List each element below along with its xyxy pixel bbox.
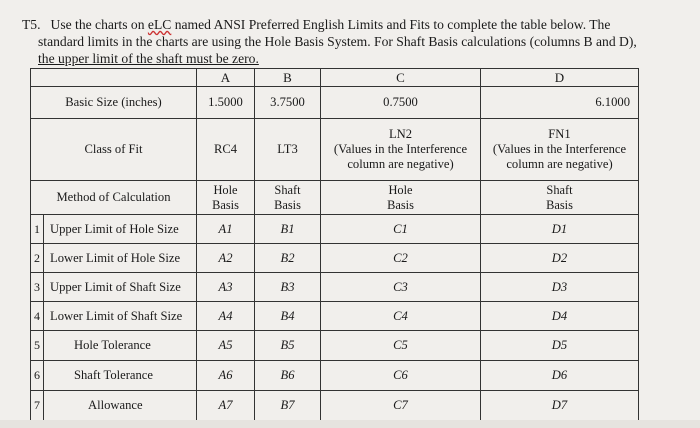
method-c <box>321 181 481 215</box>
answer-cell[interactable]: D6 <box>481 361 639 391</box>
problem-statement <box>22 16 688 67</box>
answer-cell[interactable]: A5 <box>197 331 255 361</box>
answer-cell[interactable]: B2 <box>255 244 321 273</box>
method-b <box>255 181 321 215</box>
prompt-line-3: the upper limit of the shaft must be zero. <box>38 51 259 66</box>
column-header-a: A <box>197 69 255 87</box>
answer-cell[interactable]: A1 <box>197 215 255 244</box>
answer-cell[interactable]: A4 <box>197 302 255 331</box>
basic-size-b: 3.7500 <box>255 87 321 119</box>
answer-cell[interactable]: A7 <box>197 391 255 421</box>
class-of-fit-b: LT3 <box>255 119 321 181</box>
answer-cell[interactable]: B3 <box>255 273 321 302</box>
class-of-fit-d <box>481 119 639 181</box>
answer-cell[interactable]: D4 <box>481 302 639 331</box>
row-number: 3 <box>31 273 44 302</box>
answer-cell[interactable]: D5 <box>481 331 639 361</box>
answer-cell[interactable]: A2 <box>197 244 255 273</box>
fit-note-c-2 <box>324 157 477 172</box>
table-row <box>31 391 639 421</box>
method-row <box>31 181 639 215</box>
method-word: Shaft <box>546 182 573 197</box>
fit-class-d: FN1 <box>548 127 571 141</box>
header-blank <box>31 69 197 87</box>
answer-cell[interactable]: C5 <box>321 331 481 361</box>
basic-size-label: Basic Size (inches) <box>31 87 197 119</box>
table-row <box>31 273 639 302</box>
answer-cell[interactable]: B1 <box>255 215 321 244</box>
row-label: Upper Limit of Hole Size <box>44 215 197 244</box>
column-header-row <box>31 69 639 87</box>
row-label: Upper Limit of Shaft Size <box>44 273 197 302</box>
row-number: 7 <box>31 391 44 421</box>
answer-cell[interactable]: A3 <box>197 273 255 302</box>
column-header-c: C <box>321 69 481 87</box>
row-number: 6 <box>31 361 44 391</box>
row-number: 5 <box>31 331 44 361</box>
class-of-fit-c <box>321 119 481 181</box>
fit-note-text: column <box>347 157 389 171</box>
table-row <box>31 215 639 244</box>
method-d <box>481 181 639 215</box>
method-word: Shaft <box>274 182 301 197</box>
basic-size-c: 0.7500 <box>321 87 481 119</box>
fit-note-text: column <box>506 157 548 171</box>
answer-cell[interactable]: C3 <box>321 273 481 302</box>
fit-note-c: (Values in the Interference <box>333 142 468 156</box>
table-row <box>31 331 639 361</box>
basic-size-row <box>31 87 639 119</box>
answer-cell[interactable]: B6 <box>255 361 321 391</box>
page-shadow <box>0 420 700 428</box>
answer-cell[interactable]: D3 <box>481 273 639 302</box>
row-number: 4 <box>31 302 44 331</box>
class-of-fit-a: RC4 <box>197 119 255 181</box>
method-word: Basis <box>387 197 414 212</box>
table-row <box>31 244 639 273</box>
method-word: Basis <box>212 197 239 212</box>
row-label: Allowance <box>44 391 197 421</box>
class-of-fit-row <box>31 119 639 181</box>
row-label: Lower Limit of Shaft Size <box>44 302 197 331</box>
method-word: Hole <box>388 182 413 197</box>
method-word: Basis <box>274 197 301 212</box>
answer-cell[interactable]: C4 <box>321 302 481 331</box>
answer-cell[interactable]: D7 <box>481 391 639 421</box>
fit-note-are: are <box>547 157 563 171</box>
row-label: Shaft Tolerance <box>44 361 197 391</box>
prompt-line-2: standard limits in the charts are using the Hole Basis System. For Shaft Basis calculations (columns B and D), <box>38 34 637 49</box>
method-word: Basis <box>546 197 573 212</box>
answer-cell[interactable]: D2 <box>481 244 639 273</box>
answer-cell[interactable]: C2 <box>321 244 481 273</box>
fit-note-d-2 <box>484 157 635 172</box>
answer-cell[interactable]: B4 <box>255 302 321 331</box>
limits-fits-table <box>30 68 639 421</box>
answer-cell[interactable]: B7 <box>255 391 321 421</box>
fit-class-c: LN2 <box>388 127 413 141</box>
prompt-text: named ANSI Preferred English Limits and Fits to complete the table below. The <box>171 17 611 32</box>
answer-cell[interactable]: C1 <box>321 215 481 244</box>
column-header-d: D <box>481 69 639 87</box>
row-number: 2 <box>31 244 44 273</box>
class-of-fit-label: Class of Fit <box>31 119 197 181</box>
fit-note-text: negative) <box>403 157 454 171</box>
answer-cell[interactable]: D1 <box>481 215 639 244</box>
answer-cell[interactable]: C6 <box>321 361 481 391</box>
answer-cell[interactable]: A6 <box>197 361 255 391</box>
fit-note-are: are <box>388 157 404 171</box>
problem-number: T5. <box>22 17 41 32</box>
prompt-text: Use the charts on <box>50 17 148 32</box>
fit-note-d: (Values in the Interference <box>492 142 627 156</box>
table-row <box>31 302 639 331</box>
row-label: Hole Tolerance <box>44 331 197 361</box>
answer-cell[interactable]: B5 <box>255 331 321 361</box>
elc-link-text: eLC <box>147 17 172 32</box>
answer-cell[interactable]: C7 <box>321 391 481 421</box>
row-number: 1 <box>31 215 44 244</box>
column-header-b: B <box>255 69 321 87</box>
basic-size-a: 1.5000 <box>197 87 255 119</box>
method-a <box>197 181 255 215</box>
method-word: Hole <box>213 182 238 197</box>
basic-size-d: 6.1000 <box>481 87 639 119</box>
fit-note-text: negative) <box>562 157 613 171</box>
row-label: Lower Limit of Hole Size <box>44 244 197 273</box>
method-label: Method of Calculation <box>31 181 197 215</box>
table-row <box>31 361 639 391</box>
prompt-line-1 <box>22 16 688 33</box>
